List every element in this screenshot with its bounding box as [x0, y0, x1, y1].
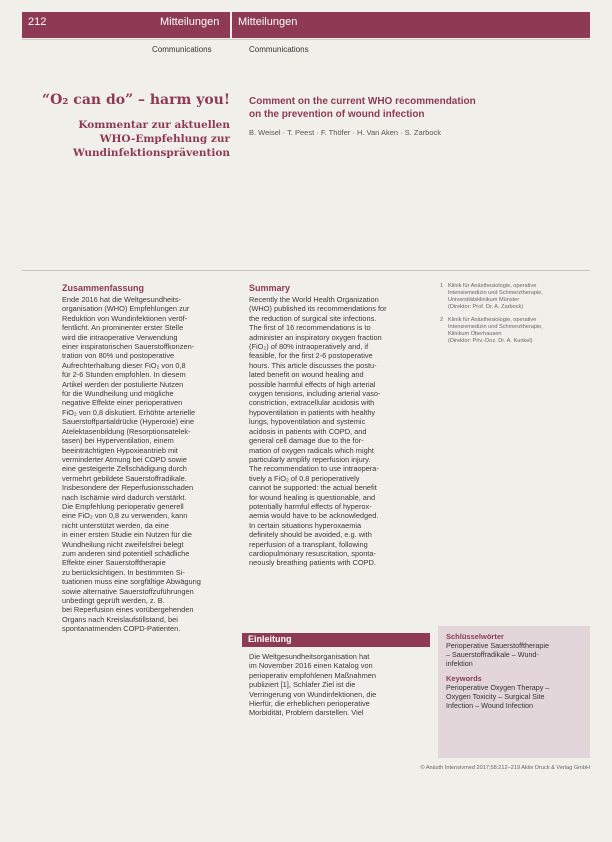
text-line: Insbesondere der Reperfusionsschaden — [62, 483, 194, 493]
text-line: general cell damage due to the for- — [249, 436, 364, 446]
text-line: potentially harmful effects of hyperox- — [249, 501, 372, 511]
text-line: spontanatmenden COPD-Patienten. — [62, 624, 181, 634]
text-line: perioperativ empfohlenen Maßnahmen — [249, 670, 376, 680]
text-line: cannot be supported: the actual benefit — [249, 483, 377, 493]
article-subtitle-de — [60, 118, 230, 160]
summary-section — [249, 283, 427, 568]
communications-label-left: Communications — [152, 45, 212, 54]
text-line: hypoventilation in patients with healthy — [249, 407, 376, 417]
text-line: tration von 80% und postoperative — [62, 351, 175, 361]
text-line: wird die intraoperative Verwendung — [62, 332, 178, 342]
text-line: (FiO₂) of 80% intraoperatively and, if — [249, 342, 369, 352]
affiliation — [440, 317, 590, 345]
subtitle-line: Kommentar zur aktuellen — [78, 119, 230, 131]
text-line: Morbidität, Problem darstellen. Viel — [249, 708, 364, 718]
keyword-line: Infection – Wound Infection — [446, 701, 533, 710]
text-line: für die Wundheilung und mögliche — [62, 389, 174, 399]
text-line: eine gesteigerte Zellschädigung durch — [62, 464, 187, 474]
text-line: The recommendation to use intraopera- — [249, 464, 379, 474]
text-line: tuationen muss eine sorgfältige Abwägung — [62, 577, 201, 587]
text-line: Die Empfehlung perioperativ generell — [62, 501, 184, 511]
keywords-box — [438, 626, 590, 758]
text-line: zu berücksichtigen. In bestimmten Si- — [62, 567, 185, 577]
text-line: organisation (WHO) Empfehlungen zur — [62, 304, 190, 314]
text-line: Verringerung von Wundinfektionen, die — [249, 689, 377, 699]
text-line: für 2-6 Stunden empfohlen. In diesem — [62, 370, 186, 380]
title-en-line: on the prevention of wound infection — [249, 109, 425, 120]
text-line: possible harmful effects of high arterial — [249, 379, 376, 389]
text-line: lungs, hypoventilation and systemic — [249, 417, 366, 427]
text-line: particularly amplify reperfusion injury. — [249, 454, 371, 464]
affiliation-line: Klinikum Oberhausen — [448, 331, 502, 337]
footer-citation: © Anästh Intensivmed 2017;58:212–219 Aktiv Druck & Verlag GmbH — [420, 765, 590, 771]
text-line: Hierfür, die erheblichen perioperative — [249, 699, 370, 709]
affiliation-line: Universitätsklinikum Münster — [448, 297, 520, 303]
text-line: cardiopulmonary resuscitation, sponta- — [249, 548, 376, 558]
zusammenfassung-section — [62, 283, 232, 634]
text-line: aemia would have to be acknowledged. — [249, 511, 379, 521]
text-line: eine FiO₂ von 0,8 zu verwenden, kann — [62, 511, 188, 521]
text-line: FiO₂ von 0,8 diskutiert. Erhöhte arterielle — [62, 407, 196, 417]
summary-body — [249, 295, 427, 568]
text-line: vermehrt gebildete Sauerstoffradikale. — [62, 473, 187, 483]
text-line: In certain situations hyperoxaemia — [249, 520, 362, 530]
summary-heading: Summary — [249, 283, 291, 293]
text-line: unbedingt geprüft werden, z. B. — [62, 596, 165, 605]
affiliation-text — [448, 283, 543, 311]
text-line: einer inspiratorischen Sauerstoffkonzen- — [62, 342, 195, 352]
text-line: acidosis in patients with COPD, and — [249, 426, 367, 436]
text-line: lated benefit on wound healing and — [249, 370, 364, 380]
section-divider — [22, 270, 590, 271]
page-number: 212 — [28, 16, 47, 28]
keyword-line: Oxygen Toxicity – Surgical Site — [446, 692, 545, 701]
text-line: hours. This article discusses the postu- — [249, 360, 377, 370]
text-line: Ende 2016 hat die Weltgesundheits- — [62, 295, 182, 304]
text-line: Die Weltgesundheitsorganisation hat — [249, 652, 370, 661]
affiliation-number: 2 — [440, 317, 444, 323]
text-line: constriction, extracellular acidosis with — [249, 398, 375, 408]
text-line: neously breathing patients with COPD. — [249, 558, 376, 568]
text-line: mation of oxygen radicals which might — [249, 445, 374, 455]
affiliation-line: (Direktor: Prof. Dr. A. Zarbock) — [448, 304, 524, 310]
text-line: nicht unterstützt werden, da eine — [62, 520, 169, 530]
section-label-right: Mitteilungen — [238, 16, 298, 28]
page-header — [0, 0, 612, 40]
text-line: reperfusion of a transplant, following — [249, 539, 368, 549]
einleitung-body — [249, 652, 427, 718]
text-line: for wound healing is questionable, and — [249, 492, 376, 502]
article-title-en — [249, 95, 509, 121]
text-line: zum anderen sind potentiell schädliche — [62, 548, 190, 558]
subtitle-line: Wundinfektionsprävention — [72, 147, 230, 159]
affiliation-number: 1 — [440, 283, 444, 289]
text-line: Artikel werden der postulierte Nutzen — [62, 379, 184, 389]
zusammenfassung-body — [62, 295, 232, 634]
text-line: publiziert [1], Schlafer Ziel ist die — [249, 680, 356, 690]
text-line: oxygen tensions, including arterial vaso- — [249, 389, 381, 399]
text-line: Sauerstoffpartialdrücke (Hyperoxie) eine — [62, 417, 195, 427]
text-line: negative Effekte einer perioperativen — [62, 398, 183, 408]
text-line: fentlicht. An prominenter erster Stelle — [62, 323, 184, 333]
communications-label-right: Communications — [249, 45, 309, 54]
text-line: feasible, for the first 2-6 postoperative — [249, 351, 373, 361]
affiliation-line: Intensivmedizin und Schmerztherapie, — [448, 290, 543, 296]
affiliation-line: Intensivmedizin und Schmerztherapie, — [448, 324, 543, 330]
text-line: administer an inspiratory oxygen fraction — [249, 332, 382, 342]
text-line: the reduction of surgical site infections. — [249, 313, 377, 323]
subtitle-line: WHO-Empfehlung zur — [99, 133, 230, 145]
keywords-en-heading: Keywords — [446, 674, 482, 683]
keywords-de-text — [446, 641, 582, 668]
author-list: B. Weisel · T. Peest · F. Thöfer · H. Van Aken · S. Zarbock — [249, 128, 442, 137]
keyword-line: Perioperative Oxygen Therapy – — [446, 683, 550, 692]
text-line: beeinträchtigten Hypoxieantrieb mit — [62, 445, 178, 455]
affiliation — [440, 283, 590, 311]
text-line: im November 2016 einen Katalog von — [249, 661, 373, 671]
text-line: tively a FiO₂ of 0.8 perioperatively — [249, 473, 360, 483]
text-line: verminderter Atmung bei COPD sowie — [62, 454, 187, 464]
text-line: tasen) bei Hyperventilation, einem — [62, 436, 174, 446]
keywords-en-text — [446, 683, 582, 710]
affiliation-line: (Direktor: Priv.-Doz. Dr. A. Kunkel) — [448, 338, 533, 344]
text-line: Atelektasenbildung (Resorptionsatelek- — [62, 426, 191, 436]
affiliation-text — [448, 317, 543, 345]
keyword-line: Perioperative Sauerstofftherapie — [446, 641, 549, 650]
einleitung-heading: Einleitung — [248, 634, 292, 644]
affiliations — [440, 283, 590, 351]
text-line: Effekte einer Sauerstofftherapie — [62, 558, 166, 568]
text-line: nach Ischämie wird dadurch verstärkt. — [62, 492, 187, 502]
text-line: definitely should be avoided, e.g. with — [249, 530, 372, 540]
text-line: Recently the World Health Organization — [249, 295, 379, 304]
section-label-left: Mitteilungen — [160, 16, 220, 28]
article-title-de: “O₂ can do” – harm you! — [42, 92, 230, 108]
text-line: The first of 16 recommendations is to — [249, 323, 371, 333]
text-line: Wundheilung nicht zweifelsfrei belegt — [62, 539, 184, 549]
text-line: sowie alternative Sauerstoffzuführungen — [62, 586, 194, 596]
text-line: bei Reperfusion eines vorübergehenden — [62, 605, 194, 615]
header-rule — [22, 39, 590, 40]
text-line: (WHO) published its recommendations for — [249, 304, 387, 314]
text-line: Reduktion von Wundinfektionen veröf- — [62, 313, 188, 323]
text-line: Organs nach Kreislaufstillstand, bei — [62, 614, 178, 624]
affiliation-line: Klinik für Anästhesiologie, operative — [448, 283, 537, 289]
zusammenfassung-heading: Zusammenfassung — [62, 283, 145, 293]
keyword-line: – Sauerstoffradikale – Wund- — [446, 650, 539, 659]
keyword-line: infektion — [446, 659, 473, 668]
title-en-line: Comment on the current WHO recommendation — [249, 96, 476, 107]
keywords-de-heading: Schlüsselwörter — [446, 632, 504, 641]
affiliation-line: Klinik für Anästhesiologie, operative — [448, 317, 537, 323]
text-line: Aufrechterhaltung dieser FiO₂ von 0,8 — [62, 360, 186, 370]
text-line: in einer ersten Studie ein Nutzen für die — [62, 530, 192, 540]
